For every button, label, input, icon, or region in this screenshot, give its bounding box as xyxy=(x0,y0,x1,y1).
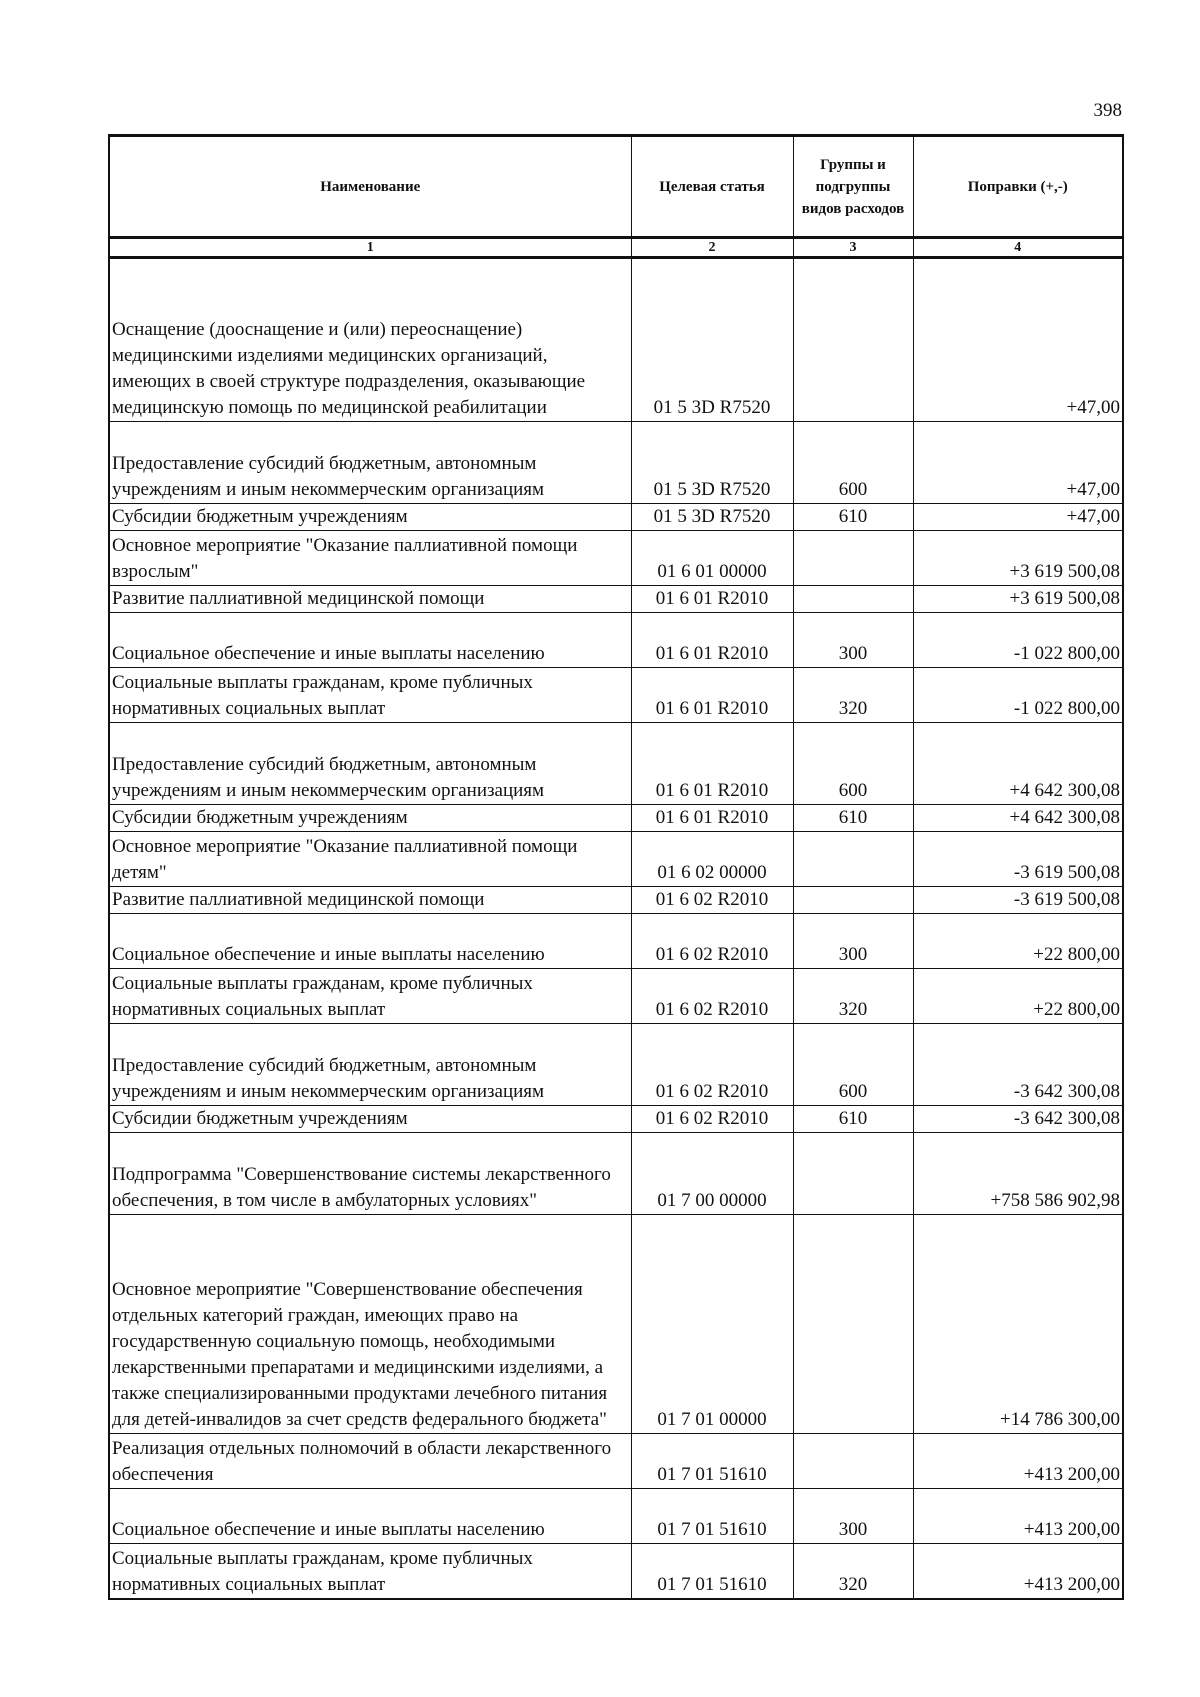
row-target-article: 01 5 3D R7520 xyxy=(631,422,793,504)
row-name: Предоставление субсидий бюджетным, автономным учреждениям и иным некоммерческим организациям xyxy=(109,723,631,805)
row-target-article: 01 6 01 R2010 xyxy=(631,668,793,723)
row-target-article: 01 6 01 R2010 xyxy=(631,723,793,805)
row-name: Социальные выплаты гражданам, кроме публичных нормативных социальных выплат xyxy=(109,1544,631,1599)
row-name: Реализация отдельных полномочий в области лекарственного обеспечения xyxy=(109,1434,631,1489)
row-amount: +47,00 xyxy=(913,422,1123,504)
page-number: 398 xyxy=(1093,100,1122,121)
row-name: Основное мероприятие "Оказание паллиативной помощи детям" xyxy=(109,832,631,887)
row-amount: +22 800,00 xyxy=(913,914,1123,969)
row-name: Развитие паллиативной медицинской помощи xyxy=(109,887,631,914)
row-name: Субсидии бюджетным учреждениям xyxy=(109,1106,631,1133)
row-amount: -1 022 800,00 xyxy=(913,613,1123,668)
table-row xyxy=(109,723,1123,805)
row-expense-group xyxy=(793,1434,913,1489)
column-number: 4 xyxy=(913,238,1123,258)
row-amount: -3 642 300,08 xyxy=(913,1106,1123,1133)
table-row xyxy=(109,531,1123,586)
table-row xyxy=(109,1106,1123,1133)
row-name: Подпрограмма "Совершенствование системы лекарственного обеспечения, в том числе в амбулаторных условиях" xyxy=(109,1133,631,1215)
row-target-article: 01 5 3D R7520 xyxy=(631,258,793,422)
table-row xyxy=(109,1544,1123,1599)
row-target-article: 01 6 01 00000 xyxy=(631,531,793,586)
row-target-article: 01 5 3D R7520 xyxy=(631,504,793,531)
header-amendments: Поправки (+,-) xyxy=(913,136,1123,238)
row-target-article: 01 6 02 R2010 xyxy=(631,914,793,969)
row-amount: -3 619 500,08 xyxy=(913,832,1123,887)
table-row xyxy=(109,586,1123,613)
row-expense-group xyxy=(793,832,913,887)
row-expense-group xyxy=(793,586,913,613)
row-expense-group: 610 xyxy=(793,805,913,832)
row-expense-group: 600 xyxy=(793,1024,913,1106)
table-row xyxy=(109,1434,1123,1489)
table-row xyxy=(109,832,1123,887)
row-name: Оснащение (дооснащение и (или) переоснащение) медицинскими изделиями медицинских организаций, имеющих в своей структуре подразделения, оказывающие медицинскую помощь по медицинской реабилитации xyxy=(109,258,631,422)
table-row xyxy=(109,969,1123,1024)
row-expense-group: 320 xyxy=(793,1544,913,1599)
row-expense-group xyxy=(793,531,913,586)
row-name: Предоставление субсидий бюджетным, автономным учреждениям и иным некоммерческим организациям xyxy=(109,422,631,504)
budget-table xyxy=(108,134,1124,1600)
row-amount: +47,00 xyxy=(913,504,1123,531)
row-amount: -1 022 800,00 xyxy=(913,668,1123,723)
row-name: Основное мероприятие "Совершенствование обеспечения отдельных категорий граждан, имеющих право на государственную социальную помощь, необходимыми лекарственными препаратами и медицинскими изделиями, а также специализированными продуктами лечебного питания для детей-инвалидов за счет средств федерального бюджета" xyxy=(109,1215,631,1434)
row-name: Основное мероприятие "Оказание паллиативной помощи взрослым" xyxy=(109,531,631,586)
table-row xyxy=(109,887,1123,914)
table-row xyxy=(109,1024,1123,1106)
table-row xyxy=(109,805,1123,832)
row-name: Социальные выплаты гражданам, кроме публичных нормативных социальных выплат xyxy=(109,969,631,1024)
row-target-article: 01 6 01 R2010 xyxy=(631,805,793,832)
row-expense-group: 300 xyxy=(793,613,913,668)
row-expense-group: 600 xyxy=(793,723,913,805)
row-target-article: 01 6 02 R2010 xyxy=(631,1024,793,1106)
table-row xyxy=(109,668,1123,723)
row-expense-group: 600 xyxy=(793,422,913,504)
row-expense-group xyxy=(793,887,913,914)
row-target-article: 01 7 01 51610 xyxy=(631,1489,793,1544)
header-expense-groups: Группы и подгруппы видов расходов xyxy=(793,136,913,238)
row-target-article: 01 6 02 R2010 xyxy=(631,887,793,914)
table-row xyxy=(109,504,1123,531)
row-amount: +758 586 902,98 xyxy=(913,1133,1123,1215)
row-name: Социальное обеспечение и иные выплаты населению xyxy=(109,914,631,969)
row-amount: +4 642 300,08 xyxy=(913,723,1123,805)
table-row xyxy=(109,1133,1123,1215)
row-name: Социальное обеспечение и иные выплаты населению xyxy=(109,613,631,668)
row-amount: +22 800,00 xyxy=(913,969,1123,1024)
row-target-article: 01 6 02 R2010 xyxy=(631,1106,793,1133)
row-name: Социальное обеспечение и иные выплаты населению xyxy=(109,1489,631,1544)
row-amount: +413 200,00 xyxy=(913,1434,1123,1489)
row-expense-group: 300 xyxy=(793,1489,913,1544)
row-name: Социальные выплаты гражданам, кроме публичных нормативных социальных выплат xyxy=(109,668,631,723)
row-amount: +413 200,00 xyxy=(913,1544,1123,1599)
row-target-article: 01 6 01 R2010 xyxy=(631,613,793,668)
row-expense-group: 610 xyxy=(793,504,913,531)
row-expense-group xyxy=(793,1215,913,1434)
row-name: Развитие паллиативной медицинской помощи xyxy=(109,586,631,613)
row-target-article: 01 7 01 51610 xyxy=(631,1434,793,1489)
table-row xyxy=(109,422,1123,504)
row-expense-group: 300 xyxy=(793,914,913,969)
row-target-article: 01 6 01 R2010 xyxy=(631,586,793,613)
header-name: Наименование xyxy=(109,136,631,238)
row-expense-group: 320 xyxy=(793,668,913,723)
row-name: Предоставление субсидий бюджетным, автономным учреждениям и иным некоммерческим организациям xyxy=(109,1024,631,1106)
row-name: Субсидии бюджетным учреждениям xyxy=(109,504,631,531)
table-row xyxy=(109,1215,1123,1434)
column-number: 2 xyxy=(631,238,793,258)
row-amount: -3 642 300,08 xyxy=(913,1024,1123,1106)
row-target-article: 01 7 01 51610 xyxy=(631,1544,793,1599)
row-expense-group xyxy=(793,258,913,422)
column-number-row xyxy=(109,238,1123,258)
table-row xyxy=(109,914,1123,969)
table-row xyxy=(109,258,1123,422)
row-target-article: 01 7 00 00000 xyxy=(631,1133,793,1215)
row-amount: +14 786 300,00 xyxy=(913,1215,1123,1434)
row-amount: -3 619 500,08 xyxy=(913,887,1123,914)
header-target-article: Целевая статья xyxy=(631,136,793,238)
row-amount: +413 200,00 xyxy=(913,1489,1123,1544)
row-target-article: 01 6 02 R2010 xyxy=(631,969,793,1024)
table-row xyxy=(109,1489,1123,1544)
row-target-article: 01 6 02 00000 xyxy=(631,832,793,887)
row-amount: +4 642 300,08 xyxy=(913,805,1123,832)
row-expense-group: 320 xyxy=(793,969,913,1024)
table-row xyxy=(109,613,1123,668)
row-amount: +3 619 500,08 xyxy=(913,531,1123,586)
header-row xyxy=(109,136,1123,238)
row-amount: +47,00 xyxy=(913,258,1123,422)
row-amount: +3 619 500,08 xyxy=(913,586,1123,613)
column-number: 1 xyxy=(109,238,631,258)
row-target-article: 01 7 01 00000 xyxy=(631,1215,793,1434)
row-name: Субсидии бюджетным учреждениям xyxy=(109,805,631,832)
row-expense-group xyxy=(793,1133,913,1215)
column-number: 3 xyxy=(793,238,913,258)
row-expense-group: 610 xyxy=(793,1106,913,1133)
